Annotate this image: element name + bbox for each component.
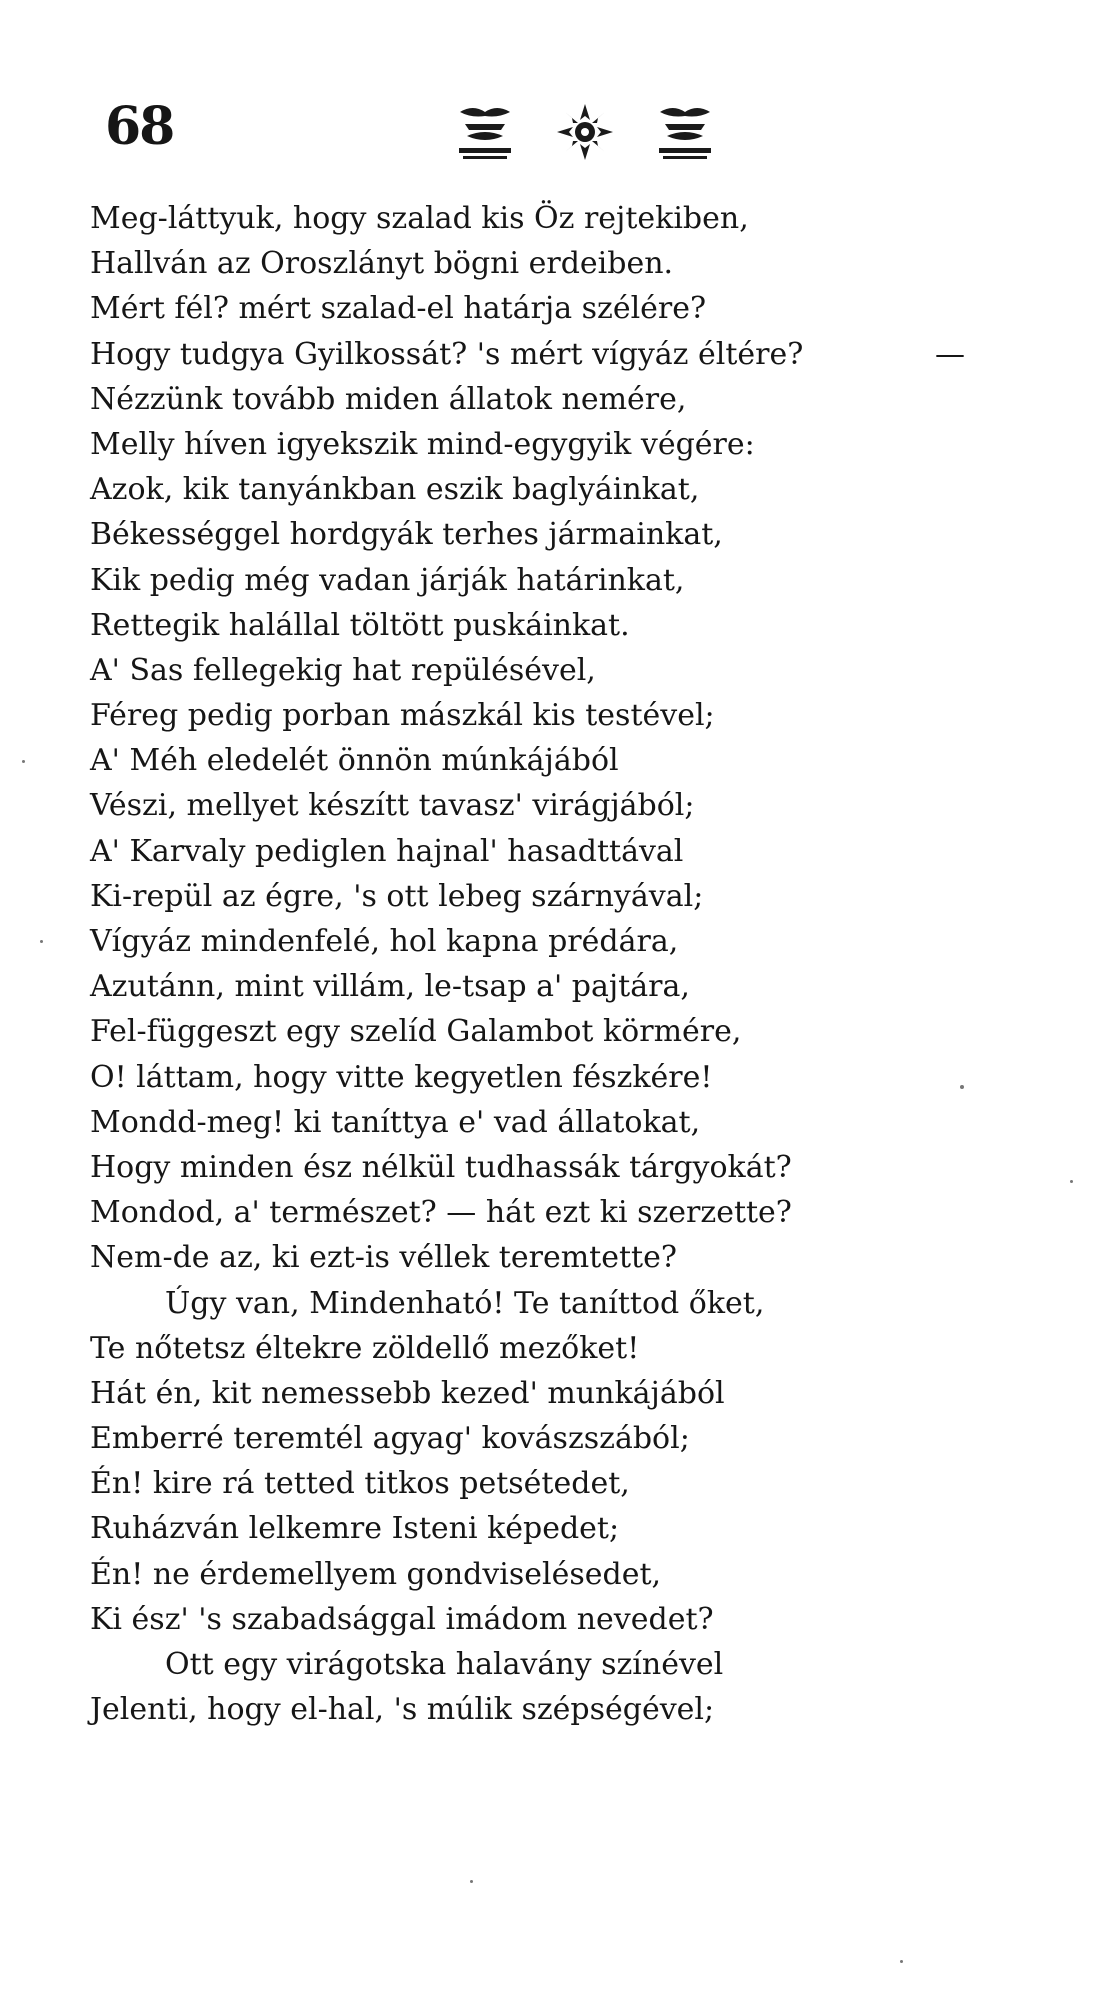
poem-line: Nem-de az, ki ezt-is véllek teremtette? xyxy=(90,1240,677,1276)
poem-line: Kik pedig még vadan járják határinkat, xyxy=(90,562,685,598)
poem-line: Vészi, mellyet készítt tavasz' virágjából; xyxy=(90,788,695,824)
poem-line: Féreg pedig porban mászkál kis testével; xyxy=(90,698,715,734)
fleuron-ornament-icon xyxy=(455,100,715,164)
scan-speck xyxy=(1070,1180,1073,1183)
scan-speck xyxy=(960,1085,964,1089)
scan-speck xyxy=(470,1880,473,1883)
poem-line: Ki-repül az égre, 's ott lebeg szárnyával; xyxy=(90,878,704,914)
poem-line: Ki ész' 's szabadsággal imádom nevedet? xyxy=(90,1601,714,1637)
poem-line: Békességgel hordgyák terhes jármainkat, xyxy=(90,517,723,553)
poem-line: Jelenti, hogy el-hal, 's múlik szépségével; xyxy=(90,1692,715,1728)
poem-line: Hát én, kit nemessebb kezed' munkájából xyxy=(90,1375,725,1411)
poem-line: Rettegik halállal töltött puskáinkat. xyxy=(90,607,630,643)
trailing-dash: — xyxy=(935,336,965,372)
poem-text xyxy=(90,196,1050,1732)
poem-line: Fel-függeszt egy szelíd Galambot körmére, xyxy=(90,1014,742,1050)
poem-line: Mondd-meg! ki taníttya e' vad állatokat, xyxy=(90,1104,701,1140)
poem-line: Vígyáz mindenfelé, hol kapna prédára, xyxy=(90,924,679,959)
poem-line: Én! ne érdemellyem gondviselésedet, xyxy=(90,1556,662,1592)
poem-line: Mondod, a' természet? — hát ezt ki szerzette? xyxy=(90,1195,792,1231)
poem-line: Te nőtetsz éltekre zöldellő mezőket! xyxy=(90,1330,640,1366)
poem-line-text: Hogy tudgya Gyilkossát? 's mért vígyáz éltére? xyxy=(90,336,804,372)
scan-speck xyxy=(40,940,43,943)
poem-line: A' Karvaly pediglen hajnal' hasadttával xyxy=(90,833,684,869)
poem-line: Melly híven igyekszik mind-egygyik végére: xyxy=(90,426,755,462)
poem-line: Én! kire rá tetted titkos petsétedet, xyxy=(90,1466,630,1502)
poem-line: Azutánn, mint villám, le-tsap a' pajtára, xyxy=(90,969,690,1005)
poem-line: A' Méh eledelét önnön múnkájából xyxy=(90,743,619,779)
poem-line: Azok, kik tanyánkban eszik baglyáinkat, xyxy=(90,472,700,508)
scan-speck xyxy=(22,760,25,763)
page-number: 68 xyxy=(105,96,174,157)
poem-line: O! láttam, hogy vitte kegyetlen fészkére! xyxy=(90,1059,713,1095)
poem-line: Hogy minden ész nélkül tudhassák tárgyokát? xyxy=(90,1149,792,1185)
poem-line: Mért fél? mért szalad-el határja szélére? xyxy=(90,291,707,327)
poem-line: Ruházván lelkemre Isteni képedet; xyxy=(90,1511,620,1547)
poem-line: Nézzünk tovább miden állatok nemére, xyxy=(90,381,687,417)
scan-speck xyxy=(900,1960,903,1963)
poem-line: Hallván az Oroszlányt bögni erdeiben. xyxy=(90,246,674,282)
poem-line: Meg-láttyuk, hogy szalad kis Öz rejtekiben, xyxy=(90,201,749,236)
poem-stanza-start: Ott egy virágotska halavány színével xyxy=(165,1647,724,1682)
poem-line: A' Sas fellegekig hat repülésével, xyxy=(90,652,596,688)
poem-line-with-dash xyxy=(90,332,1050,377)
poem-line: Emberré teremtél agyag' kovászszából; xyxy=(90,1421,690,1457)
poem-stanza-start: Úgy van, Mindenható! Te taníttod őket, xyxy=(165,1285,765,1321)
